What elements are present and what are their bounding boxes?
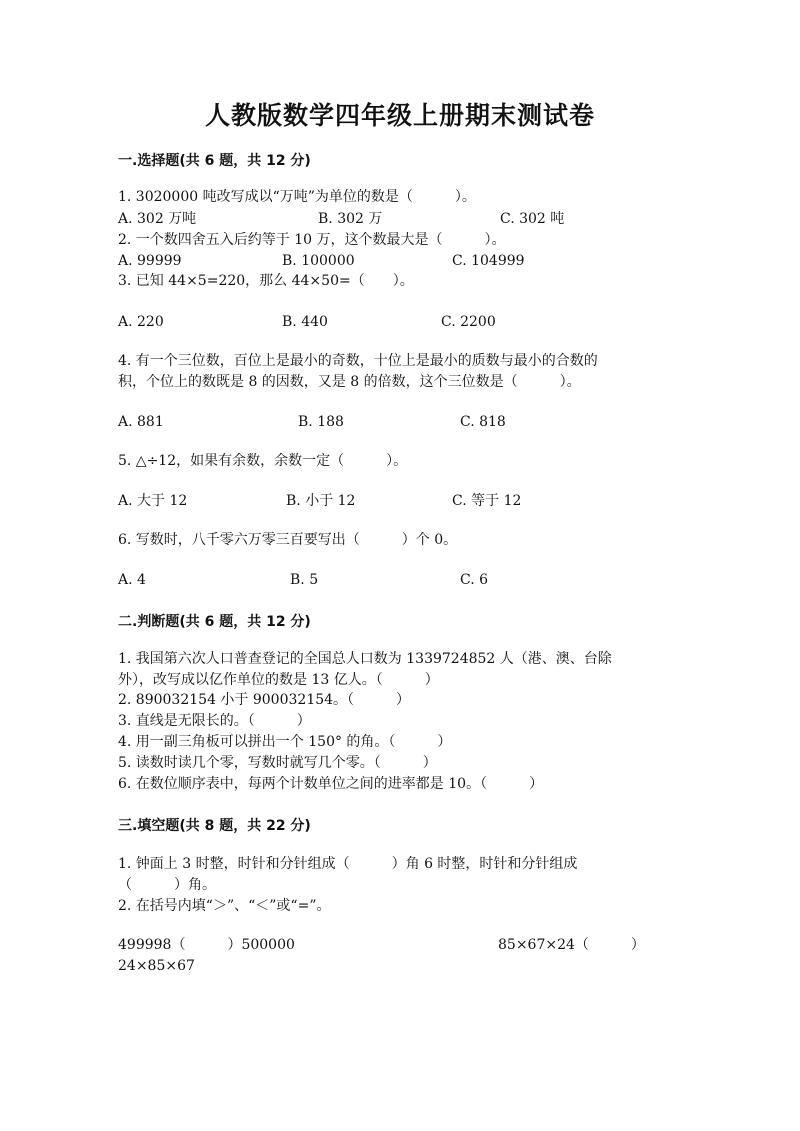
section-heading-fill: 三.填空题(共 8 题，共 22 分) <box>118 818 311 834</box>
fill-question-2: 2. 在括号内填“＞”、“＜”或“=”。 <box>118 898 331 914</box>
choice-6-option-c: C. 6 <box>460 572 489 588</box>
judge-question-5: 5. 读数时读几个零，写数时就写几个零。（ ） <box>118 755 437 771</box>
choice-question-3: 3. 已知 44×5=220，那么 44×50=（ ）。 <box>118 273 414 289</box>
choice-1-option-b: B. 302 万 <box>318 211 383 227</box>
choice-5-option-c: C. 等于 12 <box>452 493 522 509</box>
fill-question-1-line1: 1. 钟面上 3 时整，时针和分针组成（ ）角 6 时整，时针和分针组成 <box>118 856 578 872</box>
choice-3-option-b: B. 440 <box>282 314 328 330</box>
choice-question-4-line1: 4. 有一个三位数，百位上是最小的奇数，十位上是最小的质数与最小的合数的 <box>118 353 598 369</box>
choice-question-2: 2. 一个数四舍五入后约等于 10 万，这个数最大是（ ）。 <box>118 232 506 248</box>
judge-question-2: 2. 890032154 小于 900032154。（ ） <box>118 692 411 708</box>
choice-3-option-c: C. 2200 <box>441 314 496 330</box>
compare-right-wrap: 24×85×67 <box>118 958 195 974</box>
choice-question-6: 6. 写数时，八千零六万零三百要写出（ ）个 0。 <box>118 532 458 548</box>
judge-question-4: 4. 用一副三角板可以拼出一个 150° 的角。（ ） <box>118 734 452 750</box>
choice-6-option-b: B. 5 <box>290 572 319 588</box>
judge-question-1-line2: 外），改写成以亿作单位的数是 13 亿人。（ ） <box>118 672 439 688</box>
choice-3-option-a: A. 220 <box>118 314 164 330</box>
compare-right: 85×67×24（ ） <box>498 937 645 953</box>
choice-1-option-c: C. 302 吨 <box>500 211 565 227</box>
choice-question-5: 5. △÷12，如果有余数，余数一定（ ）。 <box>118 453 408 469</box>
choice-question-4-line2: 积，个位上的数既是 8 的因数，又是 8 的倍数，这个三位数是（ ）。 <box>118 374 581 390</box>
choice-4-option-b: B. 188 <box>298 414 344 430</box>
choice-2-option-c: C. 104999 <box>452 253 525 269</box>
choice-6-option-a: A. 4 <box>118 572 146 588</box>
choice-5-option-b: B. 小于 12 <box>286 493 356 509</box>
choice-2-option-b: B. 100000 <box>282 253 355 269</box>
choice-1-option-a: A. 302 万吨 <box>118 211 197 227</box>
choice-4-option-c: C. 818 <box>460 414 506 430</box>
judge-question-6: 6. 在数位顺序表中，每两个计数单位之间的进率都是 10。（ ） <box>118 776 544 792</box>
fill-question-1-line2: （ ）角。 <box>118 877 216 893</box>
choice-question-1: 1. 3020000 吨改写成以“万吨”为单位的数是（ ）。 <box>118 189 476 205</box>
judge-question-1-line1: 1. 我国第六次人口普查登记的全国总人口数为 1339724852 人（港、澳、台除 <box>118 651 612 667</box>
page-title: 人教版数学四年级上册期末测试卷 <box>204 101 595 130</box>
judge-question-3: 3. 直线是无限长的。（ ） <box>118 713 311 729</box>
section-heading-judge: 二.判断题(共 6 题，共 12 分) <box>118 614 311 630</box>
section-heading-choice: 一.选择题(共 6 题，共 12 分) <box>118 153 311 169</box>
choice-2-option-a: A. 99999 <box>118 253 182 269</box>
choice-5-option-a: A. 大于 12 <box>118 493 188 509</box>
compare-left: 499998（ ）500000 <box>118 937 295 953</box>
choice-4-option-a: A. 881 <box>118 414 164 430</box>
